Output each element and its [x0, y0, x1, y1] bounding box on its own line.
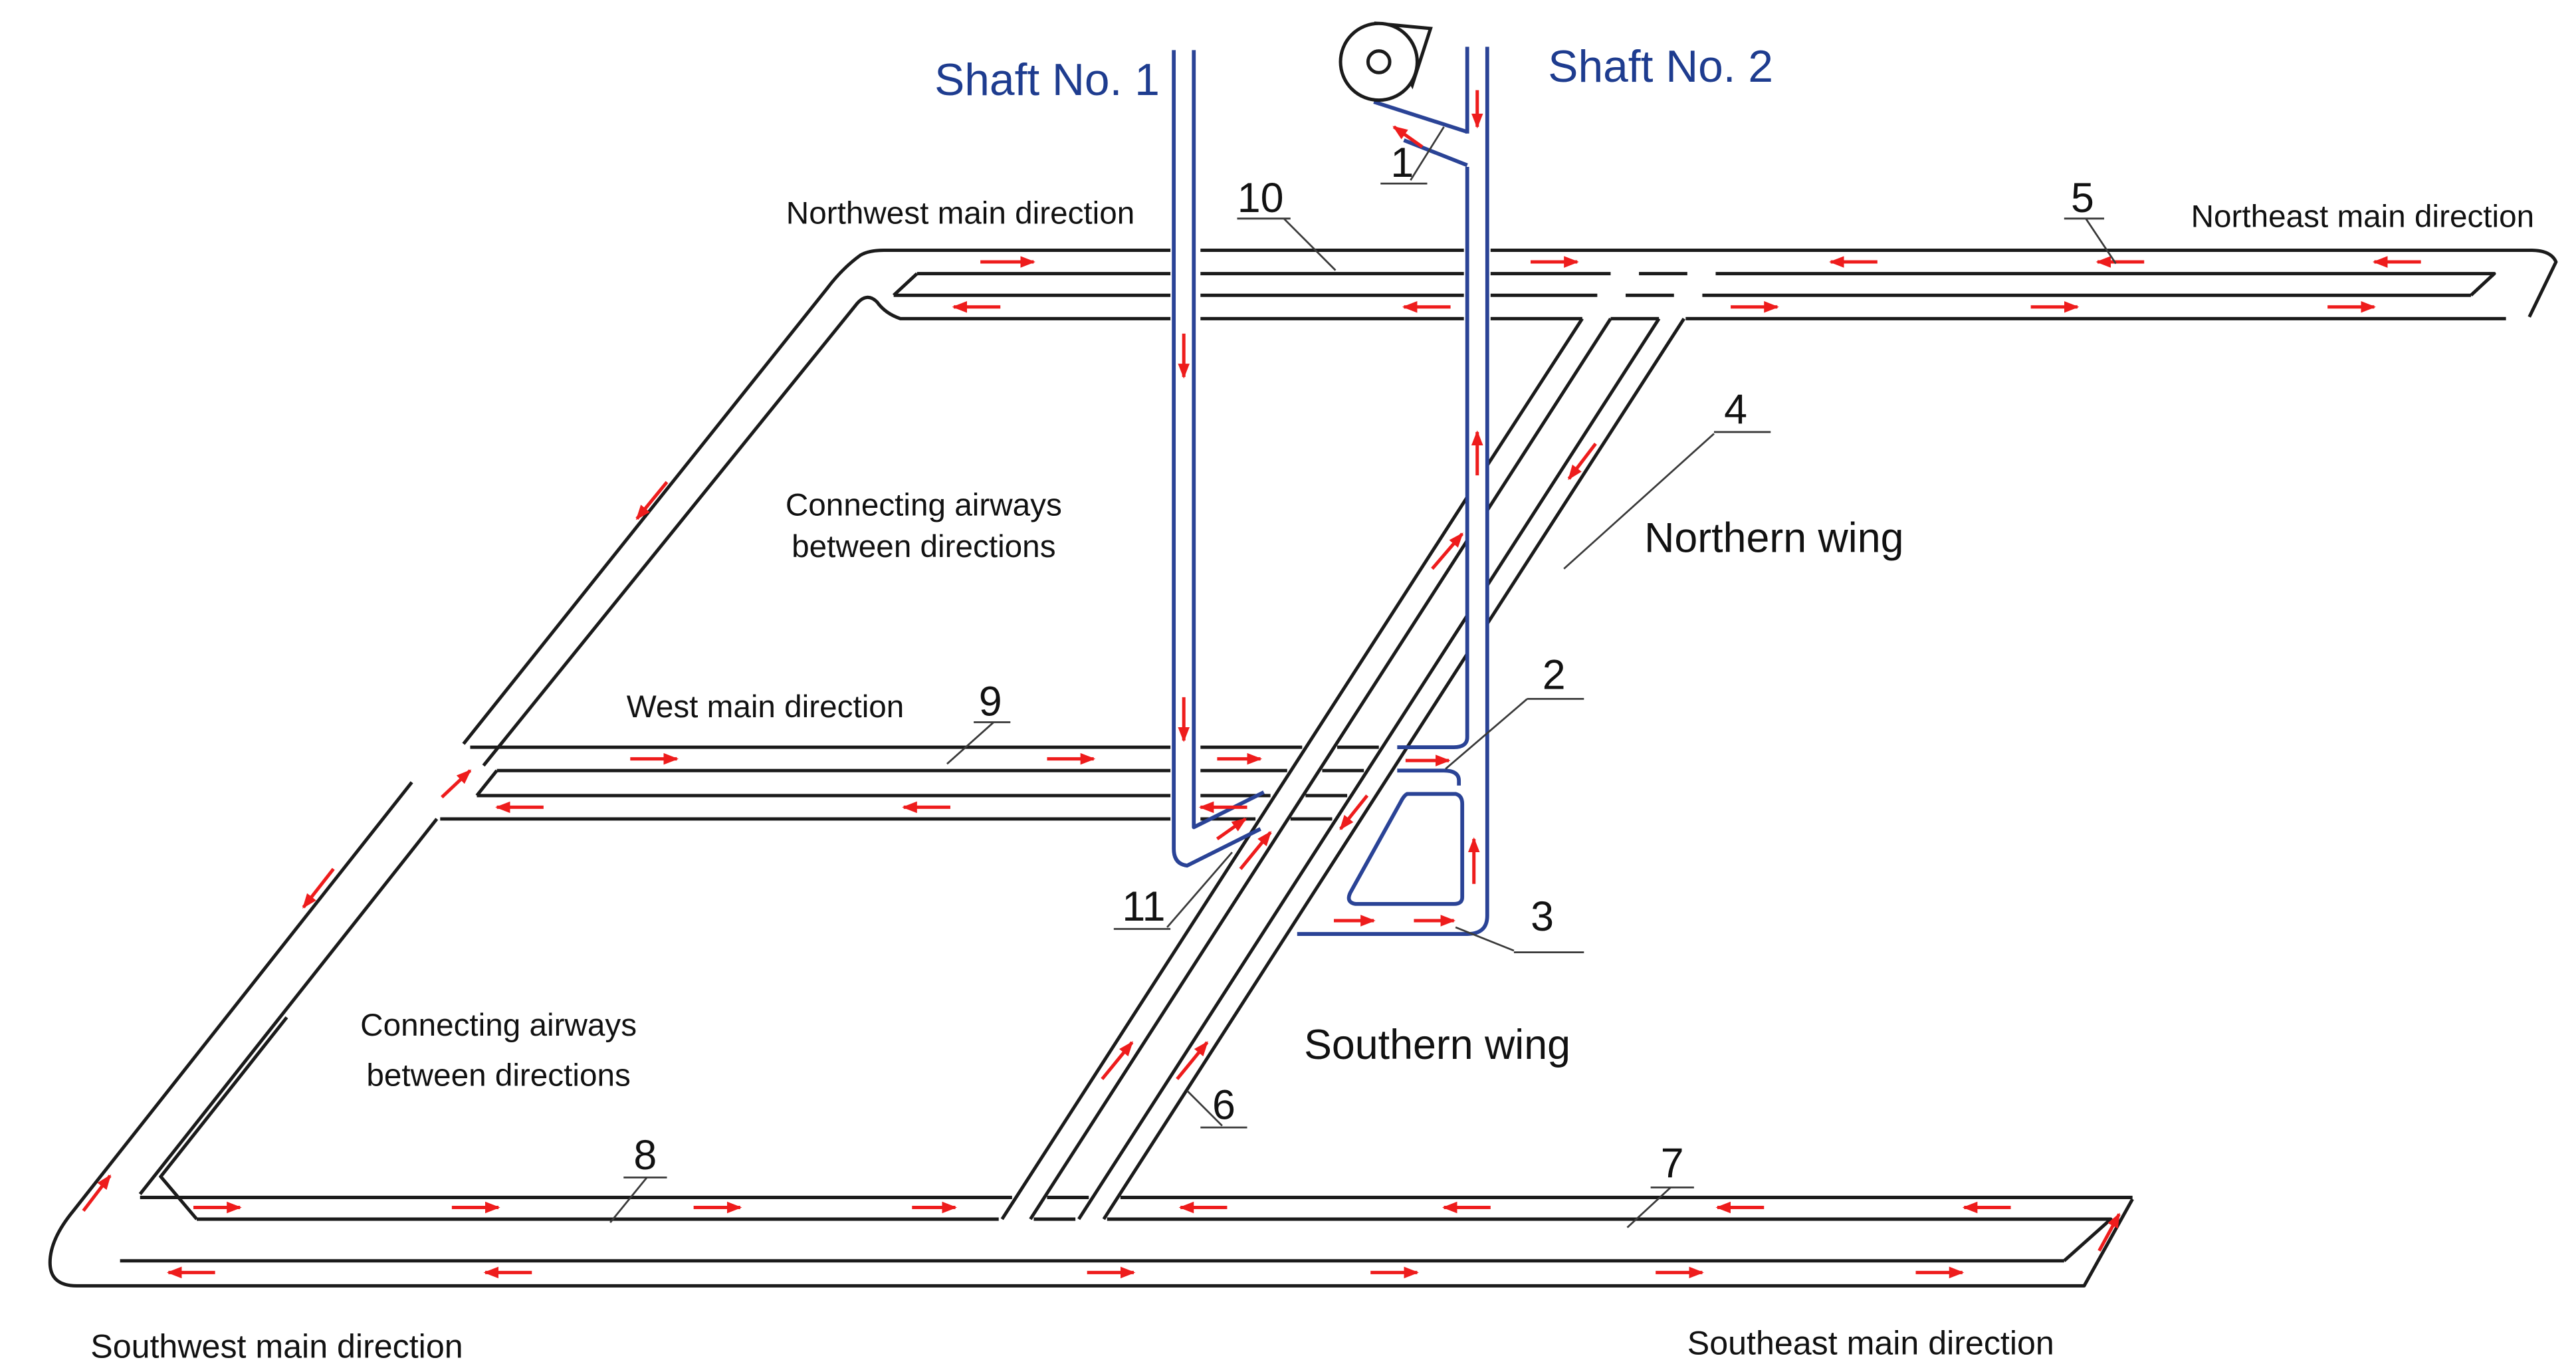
svg-text:Connecting airways: Connecting airways	[360, 1008, 637, 1044]
shaft-2-label: Shaft No. 2	[1548, 42, 1774, 92]
west-direction-label: West main direction	[626, 689, 905, 725]
shaft-1-lines	[1174, 50, 1263, 865]
callout-9: 9	[978, 678, 1002, 725]
fan-drift-duct	[1374, 102, 1467, 165]
northwest-northeast-main-corridor	[463, 250, 2555, 765]
connecting-airways-label-upper	[786, 487, 1062, 564]
airflow-arrows	[83, 90, 2420, 1273]
northwest-direction-label: Northwest main direction	[786, 195, 1135, 231]
connecting-airways-label-lower	[360, 1008, 637, 1093]
northern-southern-wing-diagonals	[1002, 318, 1684, 1219]
callout-1: 1	[1390, 140, 1414, 187]
svg-text:between directions: between directions	[366, 1058, 631, 1093]
southeast-direction-label: Southeast main direction	[1687, 1324, 2054, 1362]
shaft-1-label: Shaft No. 1	[934, 55, 1160, 106]
callout-8: 8	[633, 1131, 657, 1179]
callout-2: 2	[1542, 651, 1566, 699]
southwest-direction-label: Southwest main direction	[90, 1327, 463, 1365]
callout-11: 11	[1122, 883, 1166, 930]
callout-5: 5	[2070, 174, 2094, 221]
callout-10: 10	[1237, 174, 1284, 221]
fan-icon	[1341, 23, 1430, 100]
callout-7: 7	[1660, 1140, 1684, 1187]
callout-3: 3	[1531, 893, 1555, 941]
svg-text:between directions: between directions	[792, 529, 1056, 565]
northern-wing-label: Northern wing	[1644, 514, 1904, 562]
northeast-direction-label: Northeast main direction	[2191, 199, 2535, 235]
svg-text:Connecting airways: Connecting airways	[785, 487, 1062, 523]
callout-4: 4	[1724, 386, 1748, 433]
southern-wing-label: Southern wing	[1304, 1022, 1570, 1069]
callout-6: 6	[1212, 1081, 1235, 1129]
